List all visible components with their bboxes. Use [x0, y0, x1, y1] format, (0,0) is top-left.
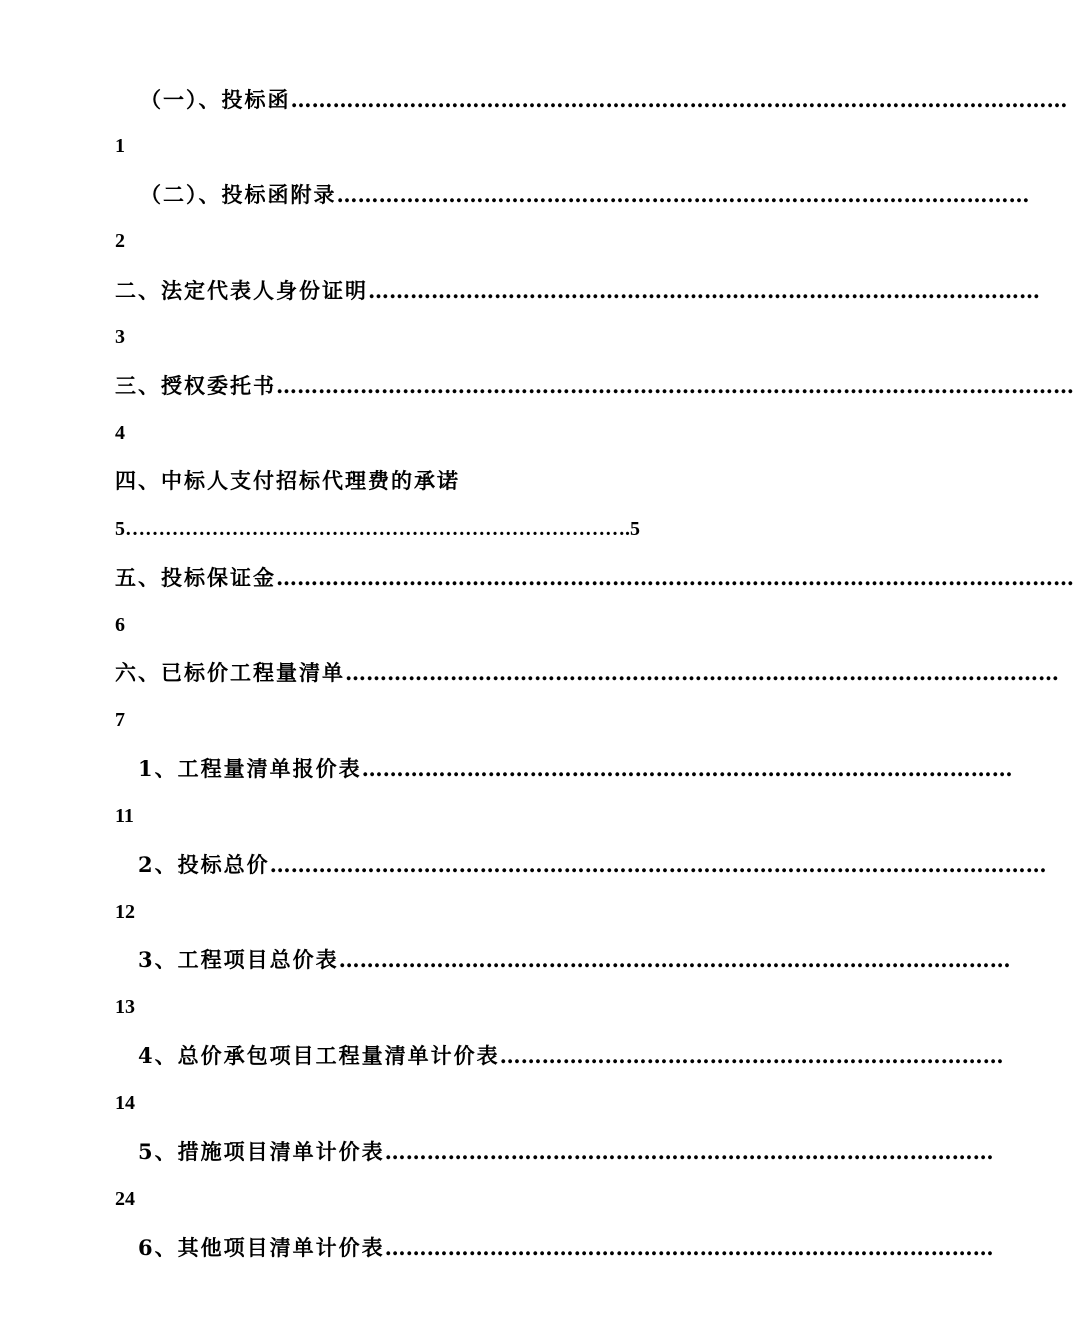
- toc-leader-dots: ……………………………………………………………………………………: [338, 947, 1011, 972]
- toc-entry-title: 六、已标价工程量清单: [115, 660, 345, 685]
- toc-leader-dots: ……………………………………………………………………………………………………: [276, 565, 1074, 590]
- toc-entry-lump-sum-boq-pricing: [138, 1042, 1004, 1070]
- toc-entry-power-of-attorney: [115, 372, 1074, 400]
- toc-entry-bid-letter: [140, 86, 1068, 114]
- toc-page-number: 1: [115, 135, 125, 157]
- toc-leader-dots: ……………………………………………………………………………………………………: [276, 373, 1074, 398]
- toc-page-number: 24: [115, 1188, 135, 1210]
- toc-page-number: 14: [115, 1092, 135, 1114]
- toc-entry-title: （一）、投标函: [140, 87, 291, 112]
- toc-entry-title: 1、工程量清单报价表: [138, 756, 362, 781]
- toc-entry-other-items-pricing: [138, 1234, 994, 1262]
- toc-entry-title: 6、其他项目清单计价表: [138, 1235, 385, 1260]
- toc-entry-total-bid-price: [138, 851, 1047, 879]
- toc-entry-title: 3、工程项目总价表: [138, 947, 339, 972]
- toc-page-number: 5………………………………………………………………….5: [115, 518, 640, 540]
- toc-entry-project-total-price: [138, 946, 1011, 974]
- toc-leader-dots: ………………………………………………………………: [499, 1043, 1004, 1068]
- toc-page-number: 7: [115, 709, 125, 731]
- toc-entry-bid-bond: [115, 564, 1074, 592]
- toc-entry-title: 2、投标总价: [138, 852, 270, 877]
- toc-leader-dots: ……………………………………………………………………………: [384, 1139, 994, 1164]
- toc-leader-dots: …………………………………………………………………………………………: [345, 660, 1059, 685]
- toc-leader-dots: …………………………………………………………………………………………………: [290, 87, 1068, 112]
- toc-leader-dots: …………………………………………………………………………………………………: [269, 852, 1047, 877]
- toc-entry-title: （二）、投标函附录: [140, 182, 337, 207]
- toc-leader-dots: ……………………………………………………………………………………: [368, 278, 1040, 303]
- toc-entry-title: 5、措施项目清单计价表: [138, 1139, 385, 1164]
- toc-entry-title: 二、法定代表人身份证明: [115, 278, 368, 303]
- toc-leader-dots: ……………………………………………………………………………: [384, 1235, 994, 1260]
- toc-page-number: 2: [115, 230, 125, 252]
- toc-entry-title: 4、总价承包项目工程量清单计价表: [138, 1043, 500, 1068]
- toc-entry-title: 五、投标保证金: [115, 565, 276, 590]
- toc-leader-dots: ………………………………………………………………………………………: [336, 182, 1030, 207]
- toc-page-number: 13: [115, 996, 135, 1018]
- toc-page-number: 6: [115, 614, 125, 636]
- toc-entry-title: 四、中标人支付招标代理费的承诺: [115, 468, 460, 493]
- toc-page-number: 12: [115, 901, 135, 923]
- toc-page-number: 3: [115, 326, 125, 348]
- toc-entry-legal-rep-id: [115, 277, 1040, 305]
- toc-page-number: 4: [115, 422, 125, 444]
- toc-entry-measures-pricing: [138, 1138, 994, 1166]
- toc-entry-bid-letter-appendix: [140, 181, 1030, 209]
- toc-entry-boq-quotation: [138, 755, 1013, 783]
- toc-leader-dots: …………………………………………………………………………………: [361, 756, 1013, 781]
- toc-entry-title: 三、授权委托书: [115, 373, 276, 398]
- toc-entry-agency-fee-commitment: [115, 467, 875, 495]
- toc-page-number: 11: [115, 805, 134, 827]
- toc-entry-priced-bill-of-quantities: [115, 659, 1059, 687]
